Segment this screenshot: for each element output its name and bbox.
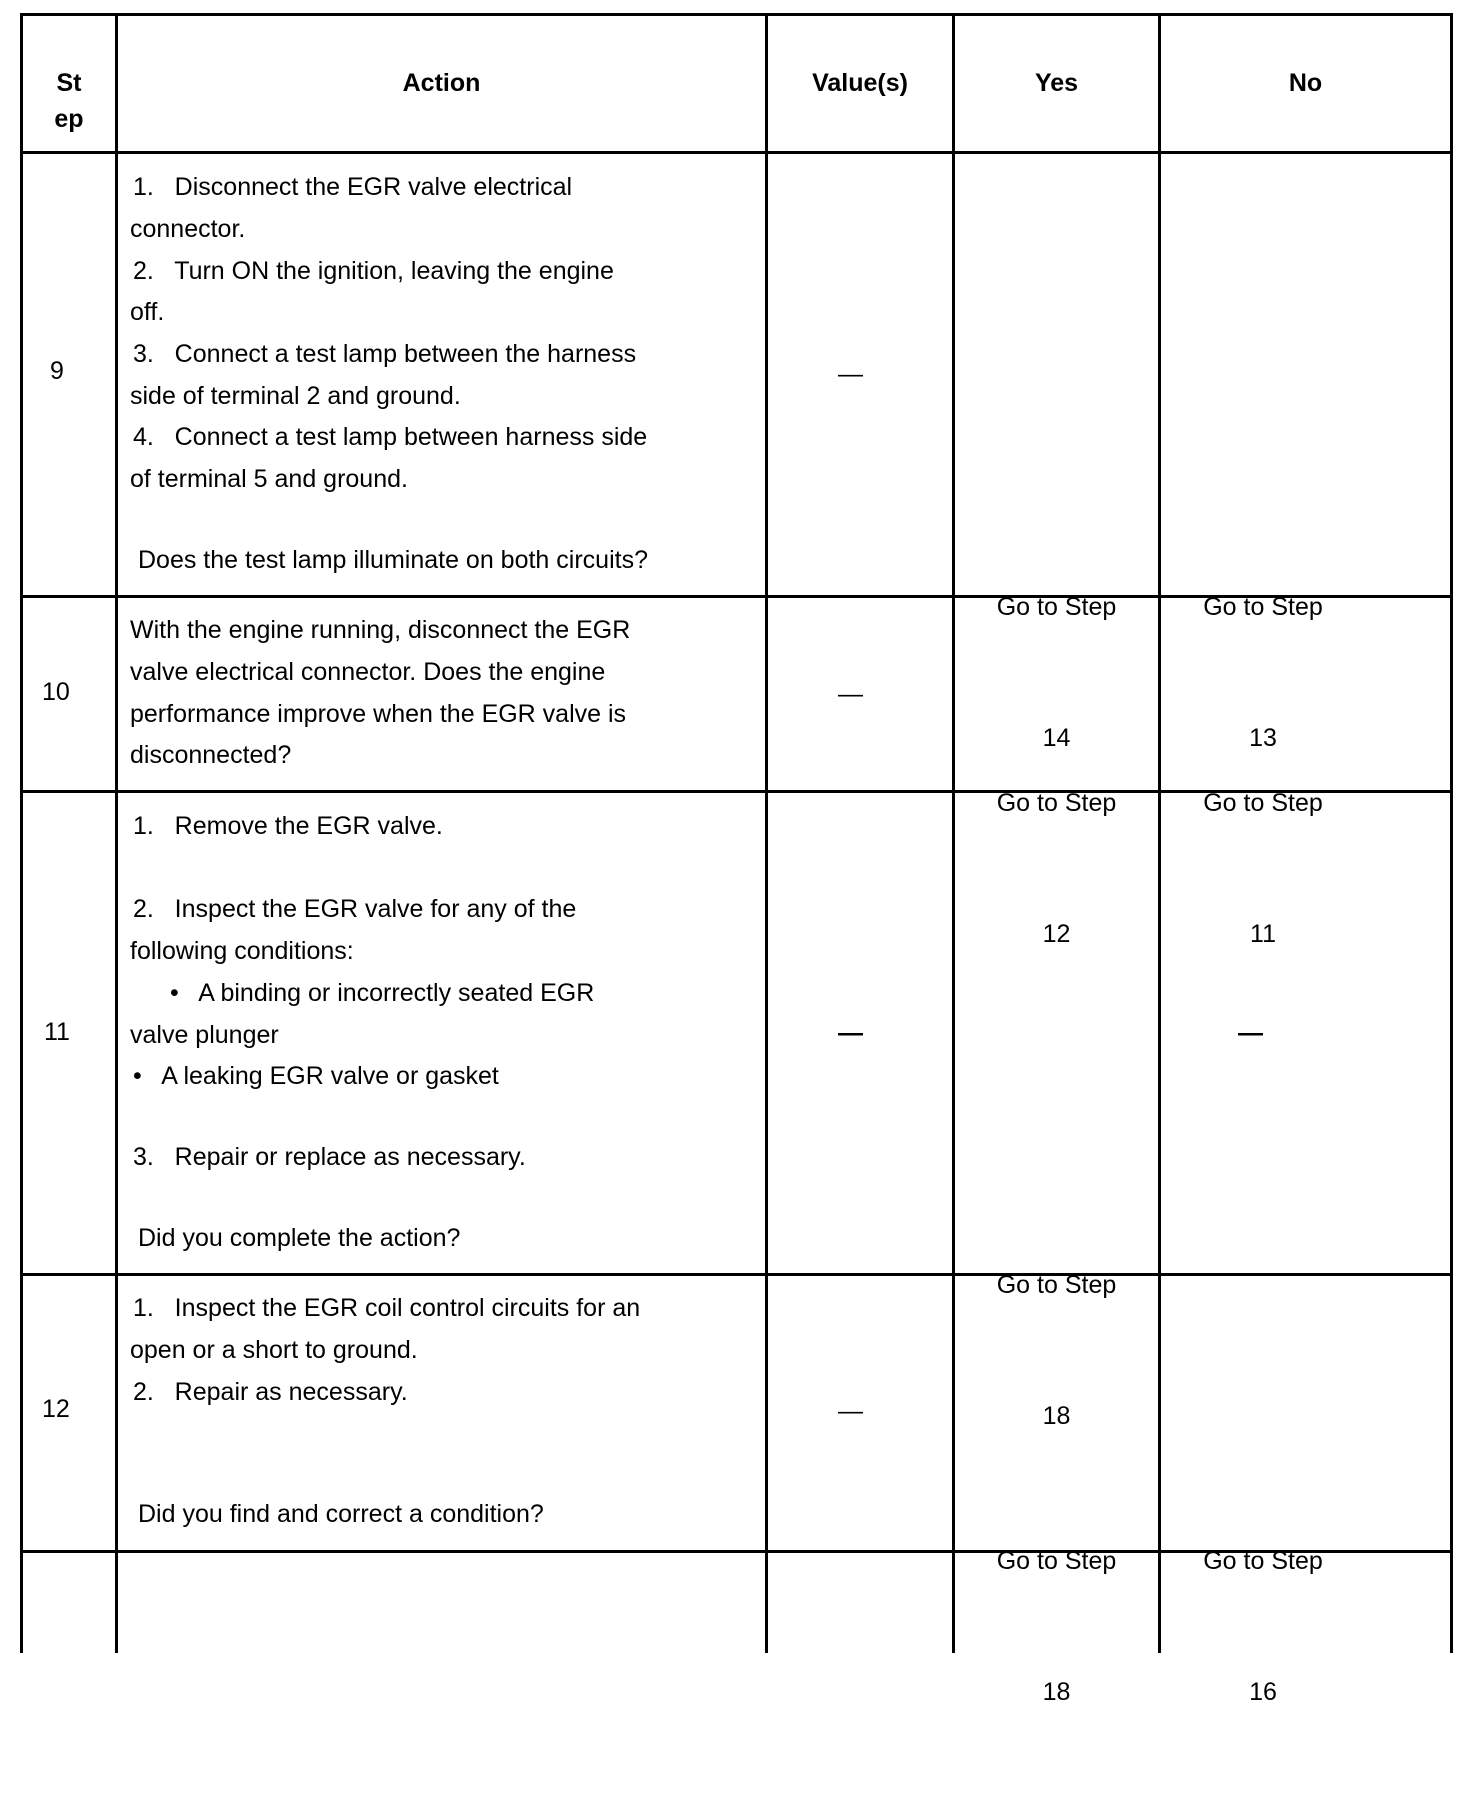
step-number: 11: [44, 1018, 70, 1046]
step-number: 10: [42, 678, 70, 706]
action-line: of terminal 5 and ground.: [130, 465, 408, 493]
action-line: off.: [130, 298, 165, 326]
action-line: 2. Turn ON the ignition, leaving the engine: [133, 257, 614, 285]
action-line: With the engine running, disconnect the EGR: [130, 616, 631, 644]
action-line: 1. Inspect the EGR coil control circuits for an: [133, 1294, 641, 1322]
row-divider: [20, 151, 1453, 154]
action-question: Does the test lamp illuminate on both circuits?: [138, 546, 648, 574]
column-divider: [115, 13, 118, 1653]
action-line: connector.: [130, 215, 246, 243]
step-number: 12: [42, 1395, 70, 1423]
action-line: open or a short to ground.: [130, 1336, 418, 1364]
action-line: performance improve when the EGR valve is: [130, 700, 627, 728]
action-line: valve plunger: [130, 1021, 279, 1049]
no-outcome: Go to Step 13: [1203, 593, 1323, 752]
action-line: 4. Connect a test lamp between harness side: [133, 423, 648, 451]
action-line: 1. Remove the EGR valve.: [133, 812, 443, 840]
action-line: 3. Connect a test lamp between the harness: [133, 340, 637, 368]
action-question: Did you complete the action?: [138, 1224, 461, 1252]
action-line: disconnected?: [130, 741, 292, 769]
value-dash: —: [838, 680, 863, 708]
no-outcome-dash: —: [1238, 1019, 1263, 1047]
action-line: 3. Repair or replace as necessary.: [133, 1143, 526, 1171]
header-values: Value(s): [812, 69, 908, 97]
table-border-left: [20, 13, 23, 1653]
yes-outcome: Go to Step 18: [996, 1547, 1117, 1706]
action-line: side of terminal 2 and ground.: [130, 382, 461, 410]
diagnostic-table: [20, 13, 1453, 1706]
column-divider: [765, 13, 768, 1653]
yes-outcome: Go to Step 14: [996, 593, 1117, 752]
table-border-right: [1450, 13, 1453, 1653]
action-line: • A leaking EGR valve or gasket: [133, 1062, 499, 1090]
header-action: Action: [402, 69, 481, 97]
yes-outcome: Go to Step 18: [996, 1271, 1117, 1430]
no-outcome: Go to Step 11: [1203, 789, 1323, 948]
value-dash: —: [838, 1397, 863, 1425]
step-number: 9: [50, 357, 64, 385]
action-line: 2. Inspect the EGR valve for any of the: [133, 895, 577, 923]
value-dash: —: [838, 1019, 863, 1047]
action-line: • A binding or incorrectly seated EGR: [170, 979, 595, 1007]
table-border-top: [20, 13, 1453, 16]
header-step: St ep: [54, 69, 84, 133]
header-no: No: [1288, 69, 1323, 97]
action-line: 2. Repair as necessary.: [133, 1378, 408, 1406]
no-outcome: Go to Step 16: [1203, 1547, 1323, 1706]
action-line: 1. Disconnect the EGR valve electrical: [133, 173, 573, 201]
header-yes: Yes: [1034, 69, 1079, 97]
row-divider: [20, 1273, 1453, 1276]
action-line: following conditions:: [130, 937, 354, 965]
action-question: Did you find and correct a condition?: [138, 1500, 544, 1528]
action-line: valve electrical connector. Does the engine: [130, 658, 606, 686]
value-dash: —: [838, 360, 863, 388]
yes-outcome: Go to Step 12: [996, 789, 1117, 948]
